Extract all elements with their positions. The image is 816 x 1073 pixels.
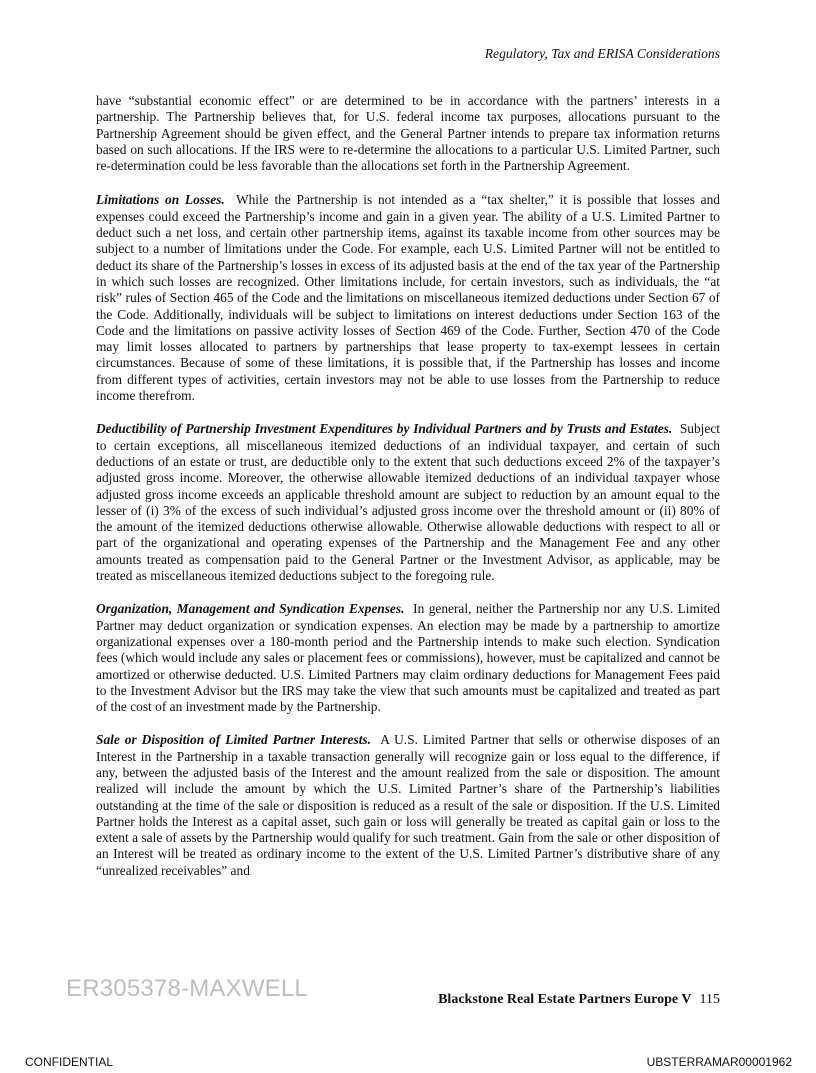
page-number: 115 [699,992,720,1007]
paragraph-text: In general, neither the Partnership nor any U.S. Limited Partner may deduct organization or syndication expenses. An election may be made by a partnership to amortize organizational expenses over a 180-month period and the Partnership intends to make such election. Syndication fees (which would include any sales or placement fees or commissions), however, must be capitalized and cannot be amortized or otherwise deducted. U.S. Limited Partners may claim ordinary deductions for Management Fees paid to the Investment Advisor but the IRS may take the view that such amounts must be capitalized and treated as part of the cost of an investment made by the Partnership. [96,601,720,715]
footer-fund-name: Blackstone Real Estate Partners Europe V [438,992,692,1007]
paragraph-heading: Sale or Disposition of Limited Partner Interests. [96,732,371,748]
document-stamp: ER305378-MAXWELL [66,975,308,1002]
paragraph-text: have “substantial economic effect” or are determined to be in accordance with the partners’ interests in a partnership. The Partnership believes that, for U.S. federal income tax purposes, allocations pursuant to the Partnership Agreement should be given effect, and the General Partner intends to prepare tax information returns based on such allocations. If the IRS were to re-determine the allocations to a particular U.S. Limited Partner, such re-determination could be less favorable than the allocations set forth in the Partnership Agreement. [96,93,720,174]
paragraph-allocations [96,93,720,174]
paragraph-deductibility [96,421,720,584]
paragraph-text: While the Partnership is not intended as a “tax shelter,” it is possible that losses and expenses could exceed the Partnership’s income and gain in a given year. The ability of a U.S. Limited Partner to deduct such a net loss, and certain other partnership items, against its taxable income from other sources may be subject to a number of limitations under the Code. For example, each U.S. Limited Partner will not be entitled to deduct its share of the Partnership’s losses in excess of its adjusted basis at the end of the tax year of the Partnership in which such losses are recognized. Other limitations include, for certain investors, such as individuals, the “at risk” rules of Section 465 of the Code and the limitations on miscellaneous itemized deductions under Section 67 of the Code. Additionally, individuals will be subject to limitations on interest deductions under Section 163 of the Code and the limitations on passive activity losses of Section 469 of the Code. Further, Section 470 of the Code may limit losses allocated to partners by partnerships that lease property to tax-exempt lessees in certain circumstances. Because of some of these limitations, it is possible that, if the Partnership has losses and income from different types of activities, certain investors may not be able to use losses from the Partnership to reduce income therefrom. [96,192,720,404]
running-header: Regulatory, Tax and ERISA Considerations [484,46,720,61]
page-footer [438,992,720,1008]
document-body [96,93,720,896]
bates-number: UBSTERRAMAR00001962 [646,1055,792,1069]
paragraph-limitations-on-losses [96,192,720,404]
paragraph-heading: Organization, Management and Syndication Expenses. [96,601,405,617]
paragraph-heading: Deductibility of Partnership Investment Expenditures by Individual Partners and by Trusts and Estates. [96,421,673,437]
paragraph-organization-expenses [96,601,720,715]
paragraph-sale-or-disposition [96,732,720,879]
paragraph-text: A U.S. Limited Partner that sells or otherwise disposes of an Interest in the Partnership in a taxable transaction generally will recognize gain or loss equal to the difference, if any, between the adjusted basis of the Interest and the amount realized from the sale or disposition. The amount realized will include the amount by which the U.S. Limited Partner’s share of the Partnership’s liabilities outstanding at the time of the sale or disposition is reduced as a result of the sale or disposition. If the U.S. Limited Partner holds the Interest as a capital asset, such gain or loss will generally be treated as capital gain or loss to the extent a sale of assets by the Partnership would qualify for such treatment. Gain from the sale or other disposition of an Interest will be treated as ordinary income to the extent of the U.S. Limited Partner’s distributive share of any “unrealized receivables” and [96,732,721,878]
confidential-label: CONFIDENTIAL [25,1055,114,1069]
paragraph-heading: Limitations on Losses. [96,192,225,208]
paragraph-text: Subject to certain exceptions, all miscellaneous itemized deductions of an individual taxpayer, and certain of such deductions of an estate or trust, are deductible only to the extent that such deductions exceed 2% of the taxpayer’s adjusted gross income. Moreover, the otherwise allowable itemized deductions of an individual taxpayer whose adjusted gross income exceeds an applicable threshold amount are subject to reduction by an amount equal to the lesser of (i) 3% of the excess of such individual’s adjusted gross income over the threshold amount or (ii) 80% of the amount of the itemized deductions otherwise allowable. Otherwise allowable deductions with respect to all or part of the organizational and operating expenses of the Partnership and the Management Fee and any other amounts treated as compensation paid to the General Partner or the Investment Advisor, as applicable, may be treated as miscellaneous itemized deductions subject to the foregoing rule. [96,421,720,584]
